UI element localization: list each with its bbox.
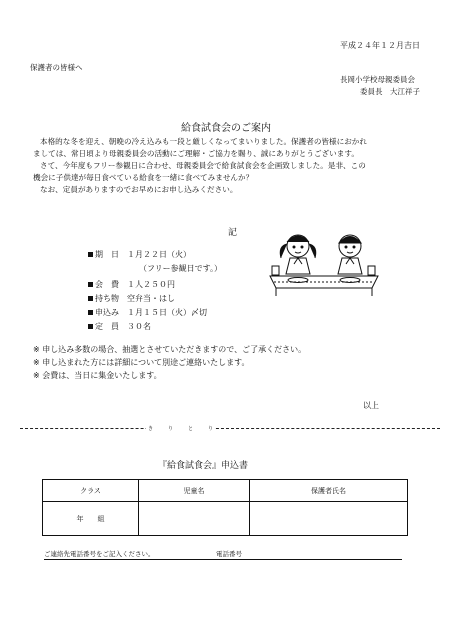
body-line-1: 本格的な冬を迎え、朝晩の冷え込みも一段と厳しくなってまいりました。保護者の皆様におかれ — [40, 137, 367, 146]
issue-date: 平成２４年１２月吉日 — [340, 41, 420, 50]
notice-title: 給食試食会のご案内 — [181, 123, 271, 134]
detail-date-note: （フリー参観日です。） — [139, 264, 223, 273]
guardian-name-input-cell[interactable] — [250, 502, 408, 536]
sender-org: 長岡小学校母親委員会 — [340, 75, 415, 84]
bullet-square-icon — [88, 324, 93, 329]
phone-label: 電話番号 — [216, 550, 242, 558]
ijou-text: 以上 — [363, 401, 379, 410]
cut-label: き り と り — [148, 426, 214, 432]
sender-chair: 委員長 大江祥子 — [360, 87, 420, 96]
child-name-input-cell[interactable] — [139, 502, 250, 536]
contact-instruction: ご連絡先電話番号をご記入ください。 — [44, 550, 155, 558]
header-class: クラス — [43, 480, 139, 502]
note-2: ※ 申し込まれた方には詳細について別途ご連絡いたします。 — [33, 358, 250, 367]
ki-heading: 記 — [228, 228, 238, 238]
body-line-5: なお、定員がありますのでお早めにお申し込みください。 — [40, 185, 238, 194]
bullet-square-icon — [88, 296, 93, 301]
cut-line — [20, 428, 440, 429]
bullet-square-icon — [88, 282, 93, 287]
phone-underline[interactable] — [44, 559, 402, 560]
note-1: ※ 申し込み多数の場合、抽選とさせていただきますので、ご了承ください。 — [33, 345, 307, 354]
children-eating-illustration — [268, 228, 380, 300]
header-guardian-name: 保護者氏名 — [250, 480, 408, 502]
bullet-square-icon — [88, 252, 93, 257]
body-line-2: ましては、常日頃より母親委員会の活動にご理解・ご協力を賜り、誠にありがとうございます。 — [33, 149, 359, 158]
class-input-cell[interactable]: 年 組 — [43, 502, 139, 536]
recipient: 保護者の皆様へ — [30, 63, 83, 72]
bullet-square-icon — [88, 310, 93, 315]
note-3: ※ 会費は、当日に集金いたします。 — [33, 371, 162, 380]
detail-date: 期 日 １月２２日（火） — [88, 249, 191, 260]
detail-deadline: 申込み １月１５日（火）〆切 — [88, 307, 207, 318]
detail-capacity: 定 員 ３０名 — [88, 321, 151, 332]
body-line-3: さて、今年度もフリー参観日に合わせ、母親委員会で給食試食会を企画致しました。是非、この — [40, 161, 366, 170]
application-form-table — [42, 479, 408, 536]
detail-fee: 会 費 １人２５０円 — [88, 279, 175, 290]
header-child-name: 児童名 — [139, 480, 250, 502]
detail-belongings: 持ち物 空弁当・はし — [88, 293, 175, 304]
form-title: 『給食試食会』申込書 — [158, 461, 249, 471]
body-line-4: 機会に子供達が毎日食べている給食を一緒に食べてみませんか？ — [33, 173, 254, 182]
